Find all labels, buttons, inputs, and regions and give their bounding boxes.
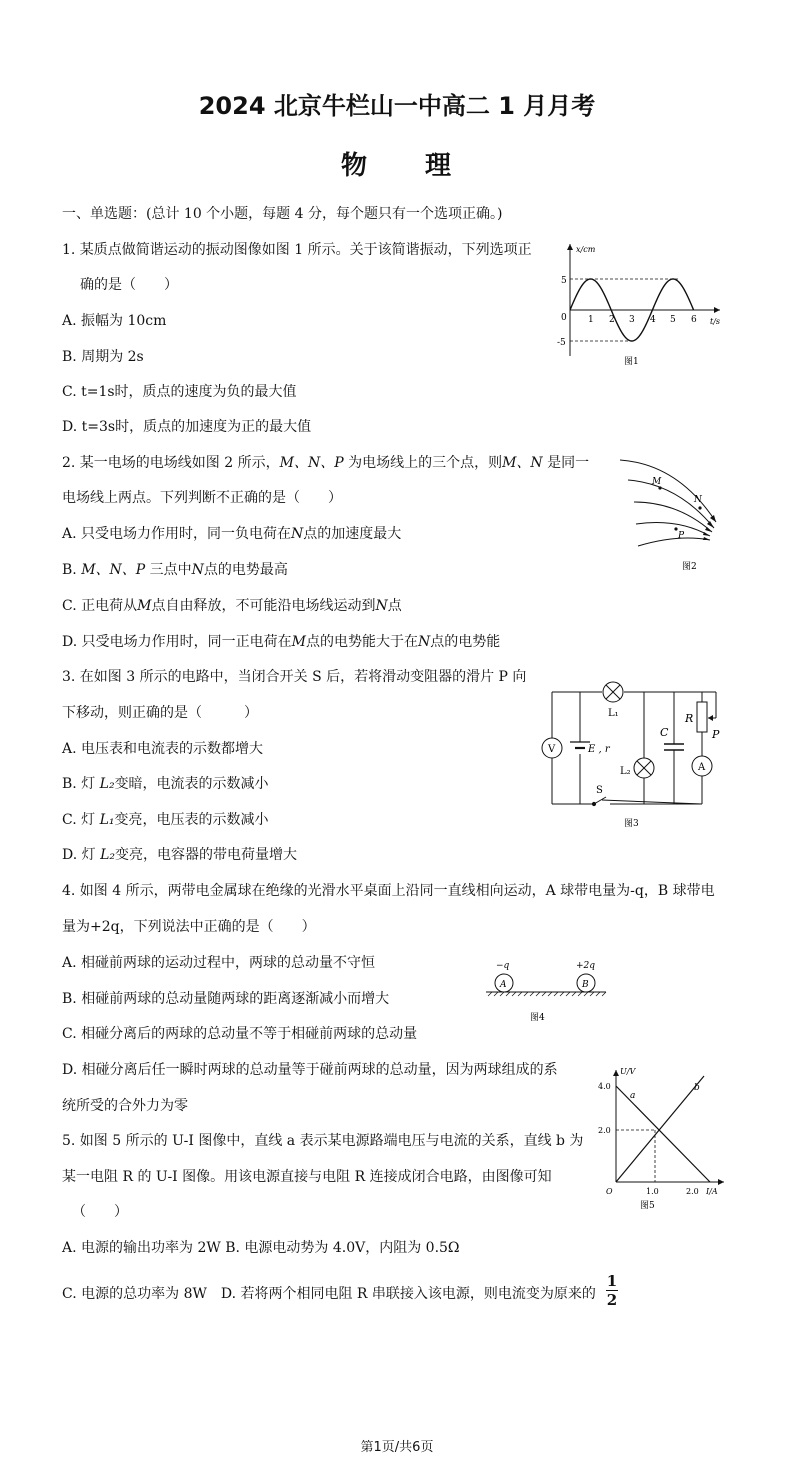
q5-options-cd: C. 电源的总功率为 8W D. 若将两个相同电阻 R 串联接入该电源，则电流变为原来的 <box>62 1286 596 1302</box>
fig1-ylabel: x/cm <box>576 245 596 254</box>
q1-option-a: A. 振幅为 10cm <box>62 313 167 329</box>
q2-option-c: C. 正电荷从M点自由释放，不可能沿电场线运动到N点 <box>62 598 402 614</box>
fig5-xlabel: I/A <box>706 1187 718 1196</box>
figure-1-oscillation-graph <box>556 238 726 368</box>
q3-stem-2: 下移动，则正确的是（ ） <box>62 705 258 721</box>
fig5-line-a: a <box>630 1091 636 1101</box>
section-heading: 一、单选题：(总计 10 个小题，每题 4 分，每个题只有一个选项正确。) <box>62 206 503 222</box>
fig3-label-s: S <box>596 785 603 796</box>
q3-option-c: C. 灯 L₁变亮，电压表的示数减小 <box>62 812 269 828</box>
subject-title: 物 理 <box>340 151 453 181</box>
fig5-xtick-2: 2.0 <box>686 1187 699 1196</box>
fig3-label-l1: L₁ <box>608 708 619 719</box>
fig4-charge-b: +2q <box>576 961 596 971</box>
q3-stem: 3. 在如图 3 所示的电路中，当闭合开关 S 后，若将滑动变阻器的滑片 P 向 <box>62 669 527 685</box>
q3-option-a: A. 电压表和电流表的示数都增大 <box>62 741 264 757</box>
q5-stem-3: （ ） <box>72 1204 128 1220</box>
fig5-xtick-1: 1.0 <box>646 1187 659 1196</box>
fig5-line-b: b <box>694 1083 700 1093</box>
fig4-ball-b: B <box>582 980 589 990</box>
fig3-label-p: P <box>712 728 720 741</box>
fig2-label-m: M <box>652 477 662 487</box>
fig1-ytick-neg5: -5 <box>557 338 566 348</box>
fig1-xtick: 3 <box>629 315 635 325</box>
q1-option-c: C. t=1s时，质点的速度为负的最大值 <box>62 384 297 400</box>
fig3-label-er: E , r <box>588 744 610 755</box>
q2-stem: 2. 某一电场的电场线如图 2 所示，M、N、P 为电场线上的三个点，则M、N 是同一 <box>62 455 590 471</box>
fig1-ytick-5: 5 <box>561 276 567 286</box>
fig1-caption: 图1 <box>624 357 639 367</box>
q4-stem: 4. 如图 4 所示，两带电金属球在绝缘的光滑水平桌面上沿同一直线相向运动，A 球带电量为-q，B 球带电 <box>62 883 715 899</box>
fig4-charge-a: −q <box>496 961 510 971</box>
q2-option-d: D. 只受电场力作用时，同一正电荷在M点的电势能大于在N点的电势能 <box>62 634 501 650</box>
q3-option-b: B. 灯 L₂变暗，电流表的示数减小 <box>62 776 269 792</box>
figure-4-charged-balls <box>482 952 612 1024</box>
q5-options-ab: A. 电源的输出功率为 2W B. 电源电动势为 4.0V，内阻为 0.5Ω <box>62 1240 460 1256</box>
q4-option-d-cont: 统所受的合外力为零 <box>62 1098 188 1114</box>
fig1-xtick: 2 <box>609 315 615 325</box>
fig5-ytick-4: 4.0 <box>598 1082 611 1091</box>
figure-2-field-lines <box>618 452 728 577</box>
fig1-xtick: 5 <box>670 315 676 325</box>
q2-stem-2: 电场线上两点。下列判断不正确的是（ ） <box>62 490 342 506</box>
q4-option-c: C. 相碰分离后的两球的总动量不等于相碰前两球的总动量 <box>62 1026 418 1042</box>
q4-option-d: D. 相碰分离后任一瞬时两球的总动量等于碰前两球的总动量，因为两球组成的系 <box>62 1062 558 1078</box>
fig3-label-l2: L₂ <box>620 766 631 777</box>
q1-option-d: D. t=3s时，质点的加速度为正的最大值 <box>62 419 312 435</box>
q1-stem-2: 确的是（ ） <box>80 277 178 293</box>
fig2-label-n: N <box>694 495 702 505</box>
fig5-origin: O <box>606 1187 613 1196</box>
exam-title: 2024 北京牛栏山一中高二 1 月月考 <box>198 92 596 120</box>
fig3-caption: 图3 <box>624 819 639 829</box>
q1-stem: 1. 某质点做简谐运动的振动图像如图 1 所示。关于该简谐振动，下列选项正 <box>62 242 532 258</box>
q3-option-d: D. 灯 L₂变亮，电容器的带电荷量增大 <box>62 847 297 863</box>
q5-fraction: 1 2 <box>606 1272 618 1309</box>
q5-stem: 5. 如图 5 所示的 U-I 图像中，直线 a 表示某电源路端电压与电流的关系，直线 b 为 <box>62 1133 584 1149</box>
fig3-label-c: C <box>660 726 669 739</box>
figure-5-ui-graph <box>594 1062 730 1212</box>
q4-option-a: A. 相碰前两球的运动过程中，两球的总动量不守恒 <box>62 955 376 971</box>
fig1-xtick: 6 <box>691 315 697 325</box>
fig1-xtick: 4 <box>650 315 656 325</box>
q5-stem-2: 某一电阻 R 的 U-I 图像。用该电源直接与电阻 R 连接成闭合电路，由图像可知 <box>62 1169 552 1185</box>
fig3-ammeter: A <box>698 762 706 773</box>
fig4-ball-a: A <box>500 980 507 990</box>
q4-option-b: B. 相碰前两球的总动量随两球的距离逐渐减小而增大 <box>62 991 390 1007</box>
fig3-voltmeter: V <box>548 744 556 755</box>
fig1-xlabel: t/s <box>710 317 721 326</box>
fig1-origin: 0 <box>561 313 567 323</box>
q2-option-b: B. M、N、P 三点中N点的电势最高 <box>62 562 288 578</box>
fig3-label-r: R <box>685 712 694 725</box>
fig4-caption: 图4 <box>530 1013 545 1023</box>
q4-stem-2: 量为+2q，下列说法中正确的是（ ） <box>62 919 316 935</box>
fig5-ylabel: U/V <box>620 1067 636 1076</box>
q2-option-a: A. 只受电场力作用时，同一负电荷在N点的加速度最大 <box>62 526 402 542</box>
figure-3-circuit <box>540 678 730 830</box>
fig2-label-p: P <box>678 531 685 541</box>
page-footer: 第1页/共6页 <box>360 1440 434 1455</box>
fig2-caption: 图2 <box>682 562 697 572</box>
q1-option-b: B. 周期为 2s <box>62 349 144 365</box>
fig5-caption: 图5 <box>640 1201 655 1211</box>
fig5-ytick-2: 2.0 <box>598 1126 611 1135</box>
fig1-xtick: 1 <box>588 315 594 325</box>
